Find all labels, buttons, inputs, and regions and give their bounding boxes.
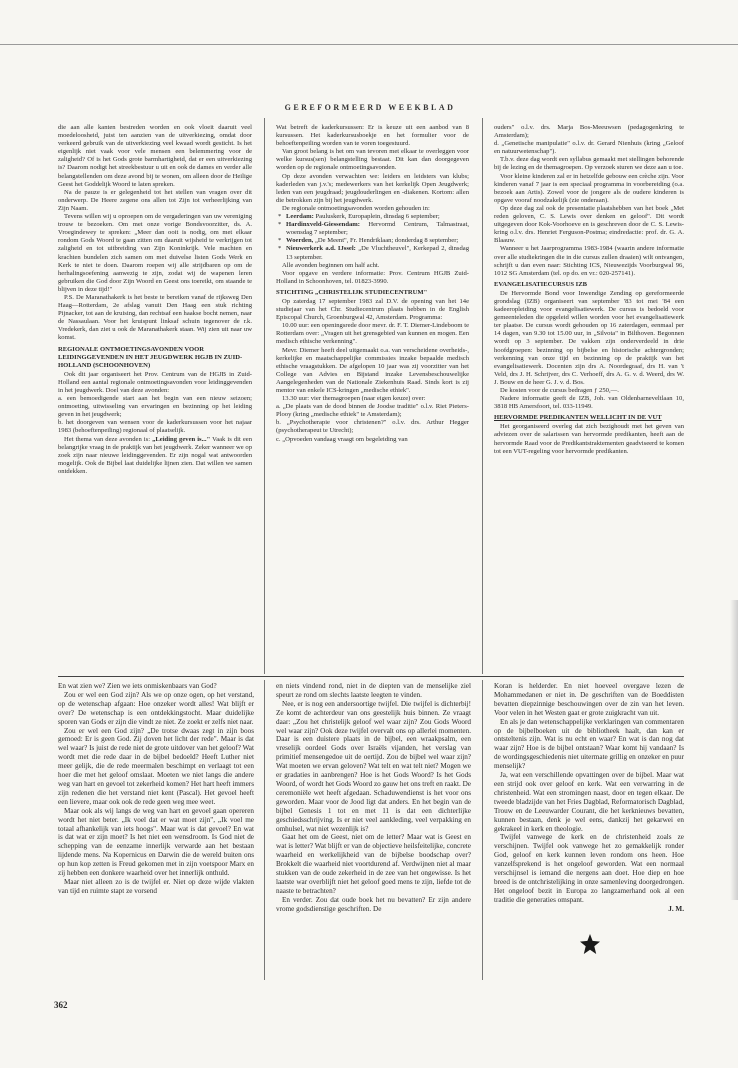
list-item: a. „De plaats van de dood binnen de Joodse traditie" o.l.v. Riet Pieters-Plooy (kring „medische ethiek" te Amsterdam); [276, 403, 469, 419]
place-name: Nieuwerkerk a.d. IJssel: [286, 245, 356, 253]
section-heading: HERVORMDE PREDIKANTEN WELLICHT IN DE VUT [494, 414, 662, 422]
list-item [286, 213, 469, 221]
paragraph [58, 436, 252, 476]
list-item: b. het doorgeven van wensen voor de kaderkursussen voor het najaar 1983 (behoeftenpeiling) regionaal of plaatselijk. [58, 419, 252, 435]
column-rule [482, 118, 483, 674]
paragraph: De kosten voor de cursus bedragen ƒ 250,—. [500, 387, 619, 394]
section-heading: EVANGELISATIECURSUS IZB [494, 280, 588, 288]
paragraph: 13.30 uur: vier themagroepen (naar eigen keuze) over: [282, 395, 426, 403]
list-item [286, 221, 469, 237]
list-item: a. een bemoedigende start aan het begin van een nieuw seizoen; ontmoeting, uitwisseling van ervaringen en bezinning op het leiding geven in het jeugdwerk; [58, 395, 252, 419]
paragraph: En wat zien we? Zien we iets onmiskenbaars van God? [58, 682, 217, 690]
paragraph: Voor kleine kinderen zal er in hetzelfde gebouw een crèche zijn. Voor kinderen vanaf 7 jaar is een speciaal programma in voorbereiding (o.a. bezoek aan Artis). Zowel voor de jongere als de oudere kinderen is opgave vooraf noodzakelijk (zie onderaan). [494, 172, 684, 204]
paragraph: Voor opgave en verdere informatie: Prov. Centrum HGJB Zuid-Holland in Schoonhoven, tel. 01823-3990. [276, 269, 469, 285]
paragraph: Wat betreft de kaderkursussen: Er is keuze uit een aanbod van 8 kursussen. Het kaderkursusboekje en het formulier voor de behoeftenpeiling worden van te voren toegestuurd. [276, 124, 469, 148]
paragraph: Zou er wel een God zijn? Als we op onze ogen, op het verstand, op de wetenschap afgaan: Hoe onzeker wordt alles! Wat blijft er over? De wetenschap is een ontdekkingstocht. Maar duidelijke sporen van Gods er zijn die vindt ze niet. Ze zoekt er zelfs niet naar. [58, 690, 254, 726]
column-rule [482, 680, 483, 980]
paragraph: Mevr. Diemer heeft deel uitgemaakt o.a. van verscheidene overheids-, kerkelijke en maatschappelijke commissies inzake bepaalde medisch ethische vraagstukken. De afgelopen 10 jaar was zij voorzitter van het College van Advies en Bijstand inzake Levensbeschouwelijke Aangelegenheden van de Nationale Ziekenhuis Raad. Sinds kort is zij mentor van enkele ICS-kringen „medische ethiek". [276, 346, 469, 394]
paragraph: P.S. De Maranathakerk is het beste te bereiken vanaf de rijksweg Den Haag—Rotterdam, 2e afslag vanuit Den Haag een stuk richting Pijnacker, tot aan de kruising, dan rechtsaf een haakse bocht nemen, naar de Nassaulaan. Voor het kruispunt linksaf schuin tegenover de r.k. Vredekerk, dan ziet u ook de Maranathakerk staan. Wij zien uit naar uw komst. [58, 293, 252, 342]
list-item: b. „Psychotherapie voor christenen?" o.l.v. drs. Arthur Hegger (psychotherapeut te Utrecht); [276, 419, 469, 435]
paragraph: Zou er wel een God zijn? „De trotse dwaas zegt in zijn boos gemoed: Er is geen God. Zij doven het licht der rede". Maar is dat wel waar? Is juist de rede niet de grote uitdover van het geloof? Wat wordt met die rede daar in de bijbel bedoeld? Heeft Luther niet meer gelijk, die de rede meermalen beschimpt en verlaagt tot een hoer die met het geloof omslaat. Moeten we niet langs die andere weg van hart en gevoel tot zekerheid komen? Het hart heeft immers zijn redenen die het verstand niet kent (Pascal). Het gevoel heeft een lievere, maar ook ook de rede geen weg mee weet. [58, 726, 254, 806]
article-column-3 [494, 682, 684, 914]
paragraph: die aan alle kanten bestreden worden en ook vloeit daaruit veel moedeloosheid, juist ten aanzien van de uitverkiezing, omdat door verkeerd gebruik van de uitverkiezing veel kwaad wordt gesticht. Is het eigenlijk niet vaak voor vele mensen een belemmering voor de zaligheid? Of is het Gods grote barmhartigheid, dat er een uitverkiezing is? Daarom nodigt het streekbestuur u uit en ook de dames en verder alle belangstellenden om deze avond bij te wonen, om alleen door de Heilige Geest het Goddelijk Woord te laten spreken. [58, 124, 252, 188]
paragraph: En verder. Zou dat oude boek het nu bevatten? Er zijn andere vrome godsdienstige geschriften. De [276, 895, 471, 913]
place-name: Woerden, [286, 237, 314, 245]
column-3 [494, 124, 684, 456]
list-item [286, 237, 469, 245]
section-heading: REGIONALE ONTMOETINGSAVONDEN VOOR LEIDINGGEVENDEN IN HET JEUGDWERK HGJB IN ZUID-HOLLAND (SCHOONHOVEN) [58, 345, 243, 369]
paragraph: Gaat het om de Geest, niet om de letter? Maar wat is Geest en wat is letter? Wat blijft er van de objectieve heilsfeitelijke, concrete waarheid en werkelijkheid van de bijbelse boodschap over? Brokkelt die waarheid niet voortdurend af. Verdwijnen niet al maar stukken van de oude zekerheid in de zee van het ongewisse. Is het laatste war overblijft niet het geloof goed mens te zijn, liefde tot de naaste te betrachten? [276, 833, 471, 895]
paragraph: Op deze dag zal ook de presentatie plaatshebben van het boek „Met reden geloven, C. S. Lewis over denken en geloof". Dit wordt uitgegeven door Kok-Voorhoeve en is geschreven door de C. S. Lewis-kring o.l.v. drs. Henriet Ferguson-Postma; eindredactie: prof. dr. G. A. Blaauw. [494, 204, 684, 245]
paragraph: en niets vindend rond, niet in de diepten van de menselijke ziel speurt ze rond om slechts laatste leegten te vinden. [276, 682, 471, 699]
paragraph: En als je dan wetenschappelijke verklaringen van commentaren op de bijbelboeken uit de bibliotheek haalt, dan kan er ontsteltenis zijn. Wat is nu echt en waar? En wat is dan nog dat waar zijn? Hoe is de bijbel ontstaan? Waar komt hij vandaan? Is de wordingsgeschiedenis niet uitermate grillig en onzeker en puur menselijk? [494, 717, 684, 771]
paragraph: ouders" o.l.v. drs. Marja Bos-Meeuwsen (pedagogenkring te Amsterdam); [494, 124, 684, 140]
paragraph: De regionale ontmoetingsavonden worden gehouden in: [282, 204, 430, 212]
column-1 [58, 124, 252, 476]
list-item: d. „Genetische manipulatie" o.l.v. dr. Gerard Nienhuis (kring „Geloof en natuurwetenschap"). [494, 140, 684, 156]
column-rule [264, 118, 265, 674]
list-text: Leerdam: Pauluskerk, Europaplein, dinsdag 6 september; [286, 213, 440, 221]
paragraph: Ja, wat een verschillende opvattingen over de bijbel. Maar wat een strijd ook over geloof en kerk. Wat een verwarring in de christenheid. Wat een stromingen naast, door en tegen elkaar. De tweede bladzijde van het Fries Dagblad, Reformatorisch Dagblad, Trouw en de Leeuwarder Courant, die het kerknieuws bevatten, kunnen bestaan, denk je wel eens, dankzij het gekarwei en gekrakeel in kerk en theologie. [494, 771, 684, 833]
masthead: GEREFORMEERD WEEKBLAD [284, 103, 456, 112]
paragraph: Maar ook als wij langs de weg van hart en gevoel gaan opereren wordt het niet beter. „Ik voel dat er wat moet zijn", „Ik voel me totaal afhankelijk van iets hoogs". Maar wat is dat gevoel? En wat is dat wat er zijn moet? Is het niet een wensdroom. Is God niet de schepping van de eenzame innerlijk verwarde aan het bestaan lijdende mens. Na Kopernicus en Darwin die de wereld buiten ons op hun kop zetten is Freud gekomen met in zijn voetspoor Marx en zij hebben een donkere waarheid over het innerlijk onthuld. [58, 806, 254, 878]
paragraph: Maar niet alleen zo is de twijfel er. Niet op deze wijde vlakten van tijd en ruimte stapt ze vorsend [58, 877, 254, 895]
place-name: Leerdam: [286, 213, 314, 221]
bold-text: „Leiding geven is..." [152, 435, 211, 443]
column-rule [264, 680, 265, 980]
column-2 [276, 124, 469, 444]
paragraph: Nadere informatie geeft de IZB, Joh. van Oldenbarneveltlaan 10, 3818 HB Amersfoort, tel. 033-11949. [494, 395, 684, 411]
author-signature: J. M. [668, 904, 684, 913]
paragraph: Alle avonden beginnen om half acht. [282, 261, 380, 269]
section-divider [58, 676, 684, 677]
section-heading: STICHTING „CHRISTELIJK STUDIECENTRUM" [276, 288, 428, 296]
article-column-1 [58, 682, 254, 896]
paragraph: Van groot belang is het om van tevoren met elkaar te overleggen voor welke kursus(sen) belangstelling bestaat. Dit kan dan doorgegeven worden op de regionale ontmoetingsavonden. [276, 148, 469, 172]
list-text: Hardinxveld-Giessendam: Hervormd Centrum, Talmastraat, woensdag 7 september; [286, 221, 469, 237]
paragraph: De Hervormde Bond voor Inwendige Zending op gereformeerde grondslag (IZB) organiseert van september '83 tot mei '84 een kadeeropleiding voor evangelisatiewerk. De cursus is bedoeld voor gemeenteleden die opgeleid willen worden voor het evangelisatiewerk ter plaatse. De cursus wordt gehouden op 16 zaterdagen, eenmaal per 14 dagen, van 9.30 tot 15.00 uur, in „Silvota" in Bilthoven. Begonnen wordt op 3 september. De vakken zijn onderverdeeld in drie hoofdgroepen: bezinning op bijbelse en historische achtergronden; verkenning van onze tijd en bezinning op de praktijk van het evangelisatiewerk. Docenten zijn drs A. Noordegraaf, drs H. van 't Veld, drs J. H. Schrijver, drs C. Verhoeff, drs A. G. v. d. Weerd, drs W. J. Bouw en de heer G. J. v. d. Bos. [494, 289, 684, 386]
list-text: Nieuwerkerk a.d. IJssel: „De Vluchtheuvel", Kerkepad 2, dinsdag 13 september. [286, 245, 469, 261]
scan-edge-shadow [730, 600, 738, 900]
paragraph: Tevens willen wij u oproepen om de vergaderingen van uw vereniging trouw te bezoeken. Om met onze vorige Bondsvoorzitter, ds. A. Vroegindewey te spreken: „Meer dan ooit is nodig, om met elkaar rondom Gods Woord te gaan zitten om daaruit wijsheid te verkrijgen tot zaligheid en tot uitbreiding van Zijn Koninkrijk. Vele machten en krachten bundelen zich samen om met duivelse listen Gods Werk en Kerk te niet te doen. Daarom roepen wij alle strijdbaren op om de herhalingsoefening aanwezig te zijn, zodat wij de wapenen leren gebruiken die God door Zijn Woord en Geest ons toereikt, om staande te blijven in deze tijd!" [58, 213, 252, 293]
paragraph: T.b.v. deze dag wordt een syllabus gemaakt met stellingen behorende bij de lezing en de themagroepen. Op verzoek sturen we deze aan u toe. [494, 156, 684, 172]
paragraph: Het georganiseerd overleg dat zich bezighoudt met het geven van adviezen over de salarissen van hervormde predikanten, heeft aan de hervormde Raad voor de Predikantstraktementen geadviseerd te komen tot een VUT-regeling voor hervormde predikanten. [494, 423, 684, 455]
list-item [286, 245, 469, 261]
paragraph: Nee, er is nog een andersoortige twijfel. Die twijfel is dichterbij! Ze komt de achterdeur van ons geestelijk huis binnen. Ze vraagt daar: „Zou het christelijk geloof wel waar zijn? Zou Gods Woord wel waar zijn? Ook deze twijfel overvalt ons op allerlei momenten. Daar is een duistere plaats in de bijbel, een wraakpsalm, een vreselijk oordeel Gods over Israëls vijanden, het verslag van primitief mensengedoe uit de oertijd. Zou de bijbel wel waar zijn? Wat moeten we ervan geloven? Wat telt en wat telt niet? Mogen we er gradaties in aanbrengen? Hoe is het Gods Woord? Is het Gods Woord, of wordt het Gods Woord zo gauw het ons treft en raakt. De ceremoniële wet heeft afgedaan. Schaduwendienst is het voor ons geworden. Maar voor de Jood ligt dat anders. En het begin van de bijbel Genesis 1 tot en met 11 is dat een dichterlijke geschiedsschrijving. Is er niet veel aankleding, veel verpakking en omhulsel, wat niet wezenlijk is? [276, 699, 471, 833]
article-column-2 [276, 682, 471, 914]
star-ornament-icon [580, 934, 600, 954]
list-item: c. „Opvoeden vandaag vraagt om begeleiding van [276, 435, 408, 443]
location-list [276, 213, 469, 262]
paragraph: Op deze avonden verwachten we: leiders en leidsters van klubs; kaderleden van j.v.'s; medewerkers van het kerkelijk Open Jeugdwerk; leden van een jeugdraad; jeugdouderlingen en -diakenen. Kortom: allen die betrokken zijn bij het jeugdwerk. [276, 172, 469, 204]
paragraph: 10.00 uur: een openingsrede door mevr. dr. F. T. Diemer-Lindeboom te Rotterdam over: „Vragen uit het grensgebied van kunnen en mogen. Een medisch ethische verkenning". [276, 322, 469, 346]
paragraph: Koran is helderder. En niet hoeveel overgave lezen de Mohammedanen er niet in. De geschriften van de Boeddisten bevatten diepzinnige beschouwingen over de zin van het leven. Voor velen in het Westen gaat er grote zuigkracht van uit. [494, 682, 684, 717]
top-rule [0, 44, 738, 45]
paragraph: Op zaterdag 17 september 1983 zal D.V. de opening van het 14e studiejaar van het Chr. Studiecentrum plaats hebben in de English Episcopal Church, Groenburgwal 42, Amsterdam. Programma: [276, 297, 469, 322]
paragraph: Twijfel vanwege de kerk en de christenheid zoals ze verschijnen. Twijfel ook vanwege het zo gemakkelijk ronder God, geloof en kerk kunnen leven rondom ons heen. Hoe vanzelfsprekend is het ongeloof geworden. Wat een normaal verschijnsel is iemand die nergens aan doet. Hoe diep en hoe breed is de ontchristelijking in onze samenleving doorgedrongen. Het ongeloof bezit in Europa zo langzamerhand ook al een traditie die generaties omspant. [494, 833, 684, 904]
paragraph: Wanneer u het Jaarprogramma 1983-1984 (waarin andere informatie over alle studiekringen die in die cursus zullen draaien) wilt ontvangen, schrijft u dan even naar: Stichting ICS, Nieuwezijds Voorburgwal 96, 1012 SG Amsterdam (tel. op do. en vr.: 020-257141). [494, 245, 684, 277]
place-name: Hardinxveld-Giessendam: [286, 221, 360, 229]
page-number: 362 [54, 1000, 68, 1010]
text: Het thema van deze avonden is: [64, 435, 153, 443]
paragraph: Ook dit jaar organiseert het Prov. Centrum van de HGJB in Zuid-Holland een aantal regionale ontmoetingsavonden voor leidinggevenden in het jeugdwerk. Doel van deze avonden: [58, 370, 252, 394]
text: Vaak is dit een belangrijke vraag in de praktijk van het jeugdwerk. Zeker wanneer we op zoek zijn naar nieuwe leidinggevenden. Er zijn nogal wat antwoorden mogelijk. Ook de Bijbel laat duidelijke lijnen zien. Dat willen we samen ontdekken. [58, 435, 252, 475]
list-text: Woerden, „De Meent", Fr. Hendriklaan; donderdag 8 september; [286, 237, 459, 245]
paragraph: Na de pauze is er gelegenheid tot het stellen van vragen over dit onderwerp. De Heere zegene ons allen tot Zijn tot verheerlijking van Zijn Naam. [58, 188, 252, 212]
